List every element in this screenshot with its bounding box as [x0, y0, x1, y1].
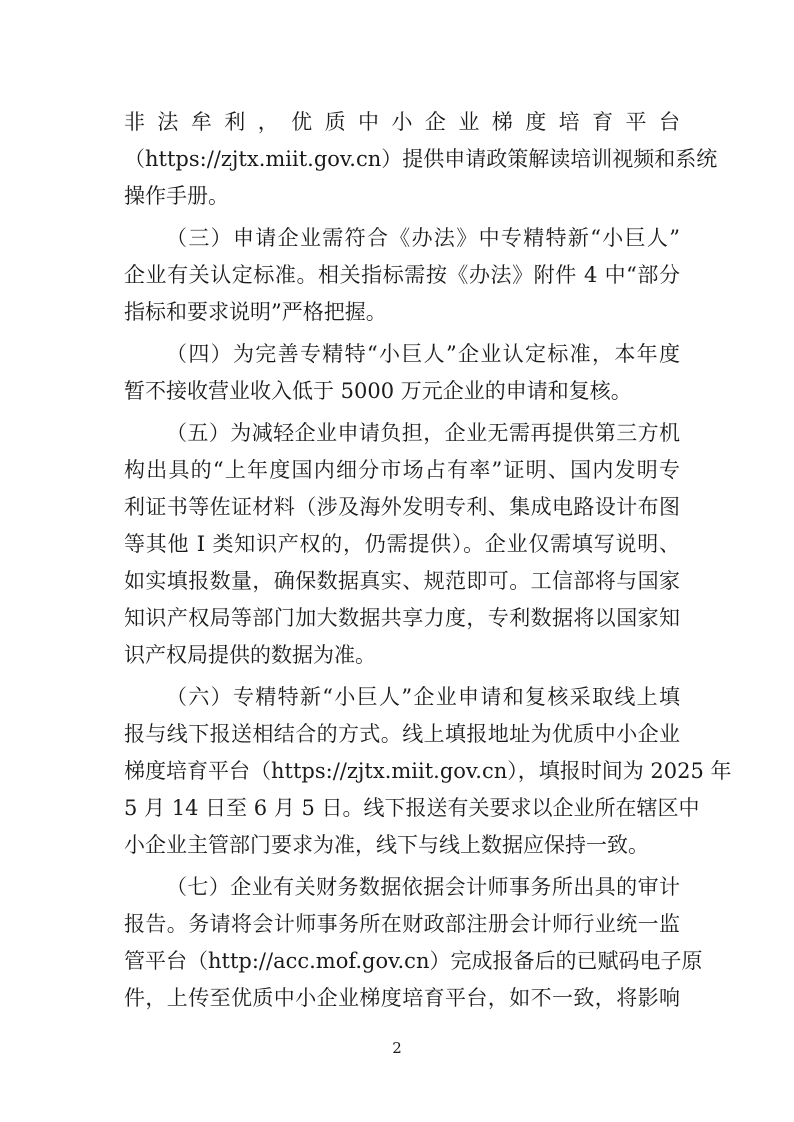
text-line: 指标和要求说明”严格把握。 — [124, 300, 387, 324]
text-line: 5 月 14 日至 6 月 5 日。线下报送有关要求以企业所在辖区中 — [124, 796, 700, 820]
paragraph-first-line: （六）专精特新“小巨人”企业申请和复核采取线上填 — [166, 685, 680, 709]
text-line: 如实填报数量，确保数据真实、规范即可。工信部将与国家 — [124, 569, 680, 593]
paragraph-first-line: （四）为完善专精特“小巨人”企业认定标准，本年度 — [166, 342, 680, 366]
page-number: 2 — [392, 1039, 402, 1057]
text-line: 件，上传至优质中小企业梯度培育平台，如不一致，将影响 — [124, 986, 680, 1010]
text-line: 暂不接收营业收入低于 5000 万元企业的申请和复核。 — [124, 379, 632, 403]
text-line: 小企业主管部门要求为准，线下与线上数据应保持一致。 — [124, 833, 649, 857]
paragraph-first-line: （三）申请企业需符合《办法》中专精特新“小巨人” — [166, 226, 680, 250]
text-line: 构出具的“上年度国内细分市场占有率”证明、国内发明专 — [124, 458, 680, 482]
paragraph-first-line: （五）为减轻企业申请负担，企业无需再提供第三方机 — [166, 421, 680, 445]
text-line: 利证书等佐证材料（涉及海外发明专利、集成电路设计布图 — [124, 495, 680, 519]
text-line: 报告。务请将会计师事务所在财政部注册会计师行业统一监 — [124, 912, 680, 936]
text-line: 识产权局提供的数据为准。 — [124, 643, 376, 667]
text-line: 报与线下报送相结合的方式。线上填报地址为优质中小企业 — [124, 722, 680, 746]
text-line: 操作手册。 — [124, 184, 229, 208]
text-line: 知识产权局等部门加大数据共享力度，专利数据将以国家知 — [124, 606, 680, 630]
text-line: 企业有关认定标准。相关指标需按《办法》附件 4 中“部分 — [124, 263, 680, 287]
text-line: 管平台（http://acc.mof.gov.cn）完成报备后的已赋码电子原 — [124, 949, 703, 973]
text-line: 非法牟利，优质中小企业梯度培育平台 — [124, 110, 680, 134]
text-line: 等其他 I 类知识产权的，仍需提供）。企业仅需填写说明、 — [124, 532, 680, 556]
text-line: （https://zjtx.miit.gov.cn）提供申请政策解读培训视频和系统 — [124, 147, 718, 171]
paragraph-first-line: （七）企业有关财务数据依据会计师事务所出具的审计 — [166, 875, 680, 899]
text-line: 梯度培育平台（https://zjtx.miit.gov.cn），填报时间为 2025 年 — [124, 759, 732, 783]
